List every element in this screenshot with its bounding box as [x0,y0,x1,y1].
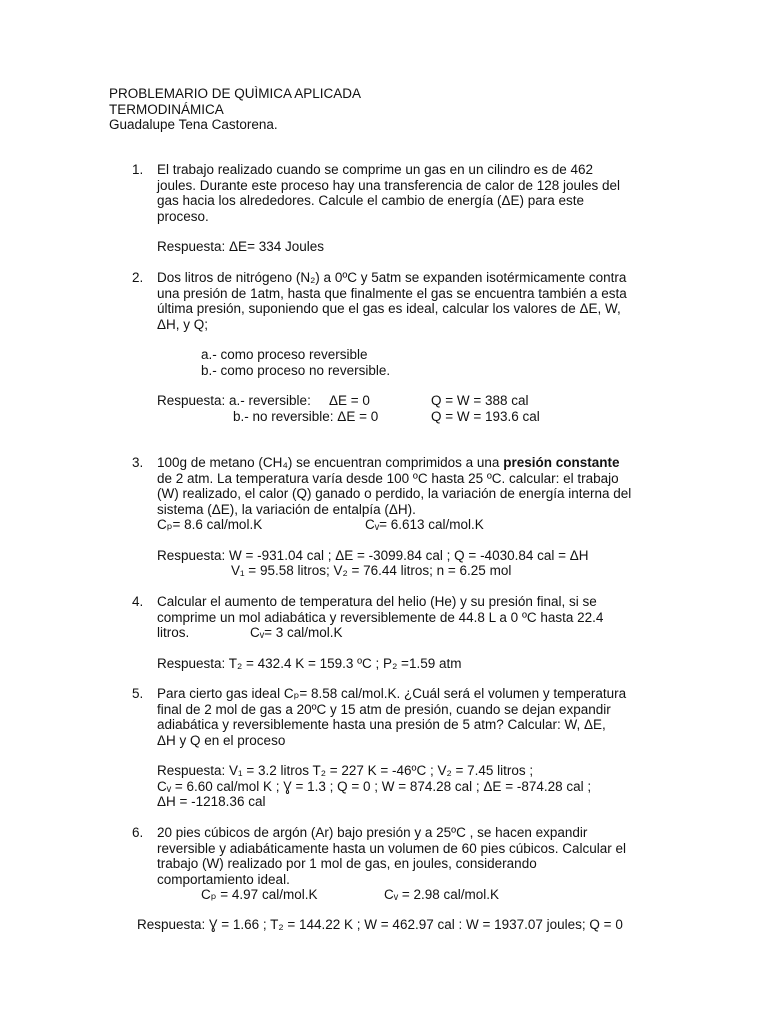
answer-a: Respuesta: a.- reversible: ΔE = 0 Q = W = 388 cal [157,393,529,408]
problem-text-line: trabajo (W) realizado por 1 mol de gas, en joules, considerando [157,856,537,871]
problem-number: 3. [132,455,144,470]
problem-body [157,162,657,255]
problem-text-line: comportamiento ideal. [157,871,290,887]
problem-text-line: 20 pies cúbicos de argón (Ar) bajo presión y a 25ºC , se hacen expandir [157,825,588,840]
document-author: Guadalupe Tena Castorena. [109,117,278,132]
problem-text-line: litros. Cᵥ= 3 cal/mol.K [157,625,343,640]
document-title: PROBLEMARIO DE QUÌMICA APLICADA [109,86,362,101]
problem-text-line: Dos litros de nitrógeno (N₂) a 0ºC y 5atm se expanden isotérmicamente contra [157,270,627,285]
problem-text-line: El trabajo realizado cuando se comprime un gas en un cilindro es de 462 [157,162,594,177]
problem-answer: Respuesta: ΔE= 334 Joules [157,239,324,254]
problem-text-line: sistema (ΔE), la variación de entalpía (ΔH). [157,501,416,517]
problem-body [157,455,657,579]
problem-answer: Respuesta: V₁ = 3.2 litros T₂ = 227 K = -46ºC ; V₂ = 7.45 litros ; [157,763,534,778]
problem-text-line: 100g de metano (CH₄) se encuentran comprimidos a una presión constante [157,455,620,470]
problem-text-line: una presión de 1atm, hasta que finalmente el gas se encuentra también a esta [157,285,627,301]
heat-capacities: Cₚ= 8.6 cal/mol.K Cᵥ= 6.613 cal/mol.K [157,517,484,532]
problem-number: 1. [132,162,144,177]
answer-b: b.- no reversible: ΔE = 0 Q = W = 193.6 cal [233,408,540,424]
problem-number: 6. [132,825,144,840]
document-subtitle: TERMODINÁMICA [109,101,224,117]
problem-text-line: joules. Durante este proceso hay una transferencia de calor de 128 joules del [157,177,621,193]
problem-body [157,270,657,424]
option-b: b.- como proceso no reversible. [201,362,391,378]
problem-text-line: Para cierto gas ideal Cₚ= 8.58 cal/mol.K. ¿Cuál será el volumen y temperatura [157,686,627,701]
problem-body [157,825,657,903]
problem-answer: Respuesta: Ɣ = 1.66 ; T₂ = 144.22 K ; W = 462.97 cal : W = 1937.07 joules; Q = 0 [137,917,623,932]
problem-text-line: última presión, suponiendo que el gas es ideal, calcular los valores de ΔE, W, [157,301,621,316]
problem-number: 5. [132,686,144,701]
problem-answer: Cᵥ = 6.60 cal/mol K ; Ɣ = 1.3 ; Q = 0 ; W = 874.28 cal ; ΔE = -874.28 cal ; [157,778,592,794]
problem-answer: ΔH = -1218.36 cal [157,794,266,809]
problem-text-line: (W) realizado, el calor (Q) ganado o perdido, la variación de energía interna del [157,486,632,501]
problem-answer: V₁ = 95.58 litros; V₂ = 76.44 litros; n = 6.25 mol [231,563,512,578]
option-a: a.- como proceso reversible [201,347,368,362]
problem-text-line: reversible y adiabáticamente hasta un volumen de 60 pies cúbicos. Calcular el [157,840,627,856]
problem-text-line: ΔH, y Q; [157,316,209,332]
problem-body [157,686,657,810]
problem-number: 4. [132,594,144,609]
problem-text-line: comprime un mol adiabática y reversiblemente de 44.8 L a 0 ºC hasta 22.4 [157,609,604,625]
document-header [109,86,361,133]
problem-text-line: ΔH y Q en el proceso [157,732,286,748]
problem-text-line: gas hacia los alrededores. Calcule el cambio de energía (ΔE) para este [157,193,585,208]
problem-answer: Respuesta: W = -931.04 cal ; ΔE = -3099.84 cal ; Q = -4030.84 cal = ΔH [157,547,589,563]
problem-text-line: Calcular el aumento de temperatura del helio (He) y su presión final, si se [157,594,597,609]
bold-phrase: presión constante [503,455,620,470]
problem-text-line: de 2 atm. La temperatura varía desde 100 ºC hasta 25 ºC. calcular: el trabajo [157,470,619,486]
problem-body [157,594,657,671]
heat-capacities: Cₚ = 4.97 cal/mol.K Cᵥ = 2.98 cal/mol.K [201,887,500,902]
problem-text-line: final de 2 mol de gas a 20ºC y 15 atm de presión, cuando se dejan expandir [157,701,611,717]
problem-text-line: proceso. [157,208,209,224]
problem-answer: Respuesta: T₂ = 432.4 K = 159.3 ºC ; P₂ =1.59 atm [157,655,462,671]
problem-text-line: adiabática y reversiblemente hasta una presión de 5 atm? Calcular: W, ΔE, [157,717,606,732]
problem-number: 2. [132,270,144,285]
